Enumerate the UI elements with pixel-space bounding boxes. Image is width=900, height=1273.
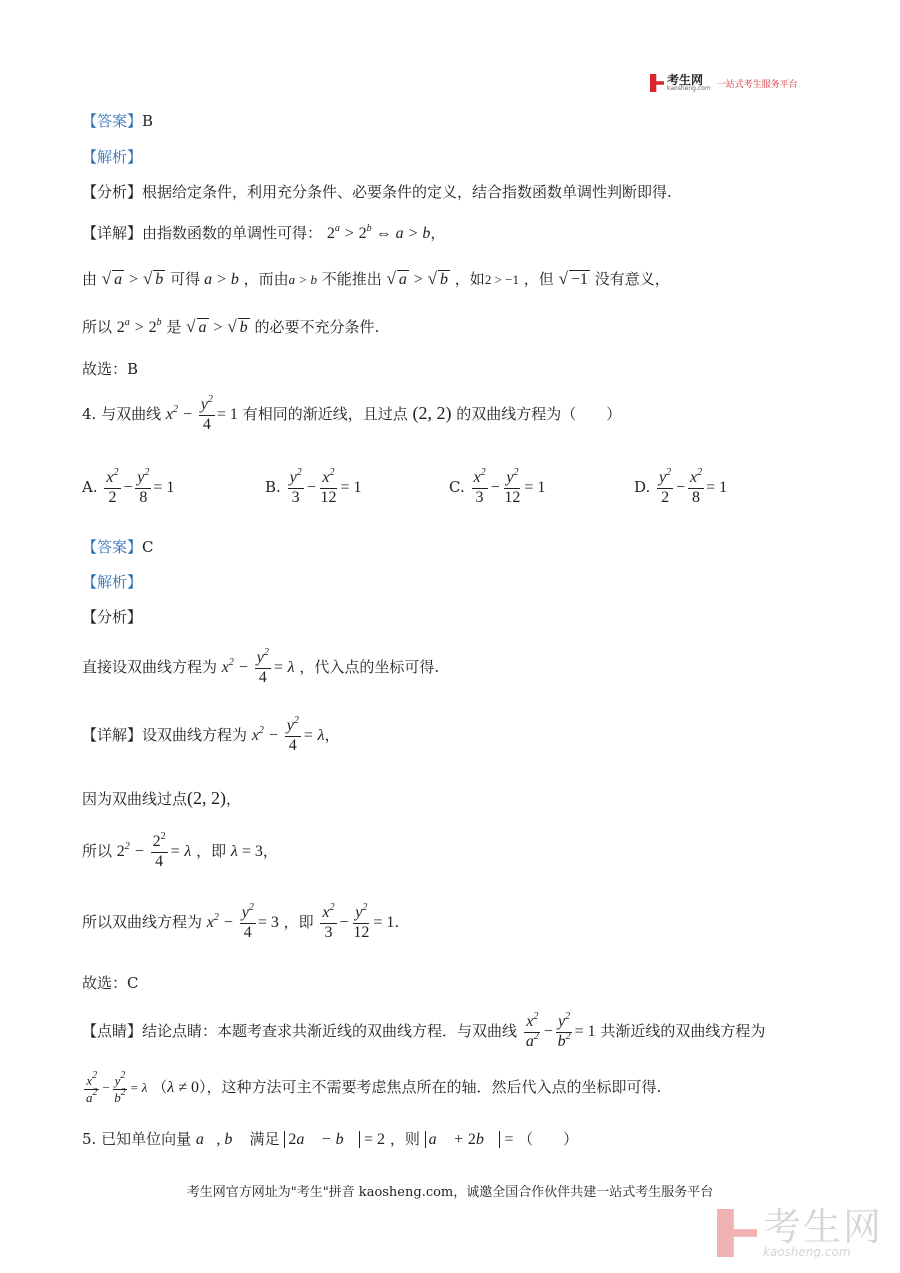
q4-fenxi-tag: 【分析】	[82, 608, 143, 626]
watermark-en: kaosheng.com	[763, 1245, 851, 1259]
kaosheng-logo-icon	[650, 74, 664, 92]
q3-answer: 【答案】B	[82, 112, 154, 130]
q4-pass: 因为双曲线过点(2, 2)，	[82, 788, 242, 808]
q4-tip-line1: 【点睛】结论点睛：本题考查求共渐近线的双曲线方程．与双曲线 $\frac{x^2}{a^2}$ − $\frac{y^2}{b^2}$ = 1 共渐近线的双曲线方程为	[82, 1011, 766, 1050]
q3-line3: 所以 $2^a > 2^b$ 是 √ a > √ b 的必要不充分条件.	[82, 317, 380, 336]
q4-tip-line2: $\frac{x^2}{a^2}$ − $\frac{y^2}{b^2}$ = λ （λ ≠ 0），这种方法可主不需要考虑焦点所在的轴．然后代入点的坐标即可得.	[86, 1070, 662, 1105]
q3-detail: 【详解】由指数函数的单调性可得： $2^a > 2^b$ ⇔ a > b，	[82, 223, 446, 242]
q4-detail: 【详解】设双曲线方程为 $x^2$ − $\frac{y^2}{4}$ = λ，	[82, 715, 340, 754]
watermark-cn: 考生网	[763, 1205, 884, 1249]
logo-en: kaosheng.com	[667, 85, 711, 92]
q3-line2: 由 √ a > √ b 可得 a > b ，而由a > b 不能推出 √ a > √ b ，如2 > −1 ，但 √ −1 没有意义，	[82, 269, 670, 288]
q4-option-a: A. $\frac{x^2}{2}$ − $\frac{y^2}{8}$ = 1	[82, 467, 175, 506]
q4-method: 直接设双曲线方程为 $x^2$ − $\frac{y^2}{4}$ = λ ，代入点的坐标可得.	[82, 647, 440, 686]
q4-stem: 4. 与双曲线 $x^2$ − $\frac{y^2}{4}$ = 1 有相同的渐近线，且过点 (2, 2) 的双曲线方程为（ ）	[82, 394, 622, 433]
q3-analysis-tag: 【解析】	[82, 148, 143, 166]
q4-option-b: B. $\frac{y^2}{3}$ − $\frac{x^2}{12}$ = 1	[265, 467, 362, 506]
q5-stem: 5. 已知单位向量 a⃗, b⃗ 满足 2a⃗ − b⃗ = 2 ，则 a⃗ + 2b⃗ = （ ）	[82, 1130, 579, 1148]
q4-so1: 所以 $2^2$ − $\frac{2^2}{4}$ = λ ，即 λ = 3，	[82, 831, 278, 870]
q4-choose: 故选：C	[82, 974, 139, 992]
q3-choose: 故选：B	[82, 360, 139, 378]
q4-analysis-tag: 【解析】	[82, 573, 143, 591]
q4-option-c: C. $\frac{x^2}{3}$ − $\frac{y^2}{12}$ = 1	[449, 467, 546, 506]
q3-fenxi: 【分析】根据给定条件，利用充分条件、必要条件的定义，结合指数函数单调性判断即得.	[82, 183, 672, 201]
watermark-logo-icon	[717, 1209, 757, 1257]
page-footer: 考生网官方网址为"考生"拼音 kaosheng.com，诚邀全国合作伙伴共建一站式考生服务平台	[186, 1185, 714, 1200]
q4-option-d: D. $\frac{y^2}{2}$ − $\frac{x^2}{8}$ = 1	[634, 467, 728, 506]
watermark	[717, 1205, 884, 1259]
q4-so2: 所以双曲线方程为 $x^2$ − $\frac{y^2}{4}$ = 3 ，即 $\frac{x^2}{3}$ − $\frac{y^2}{12}$ = 1.	[82, 902, 400, 941]
logo-cn: 考生网	[667, 73, 704, 87]
header-logo	[650, 74, 798, 92]
logo-slogan: 一站式考生服务平台	[716, 79, 798, 90]
q4-answer: 【答案】C	[82, 538, 154, 556]
